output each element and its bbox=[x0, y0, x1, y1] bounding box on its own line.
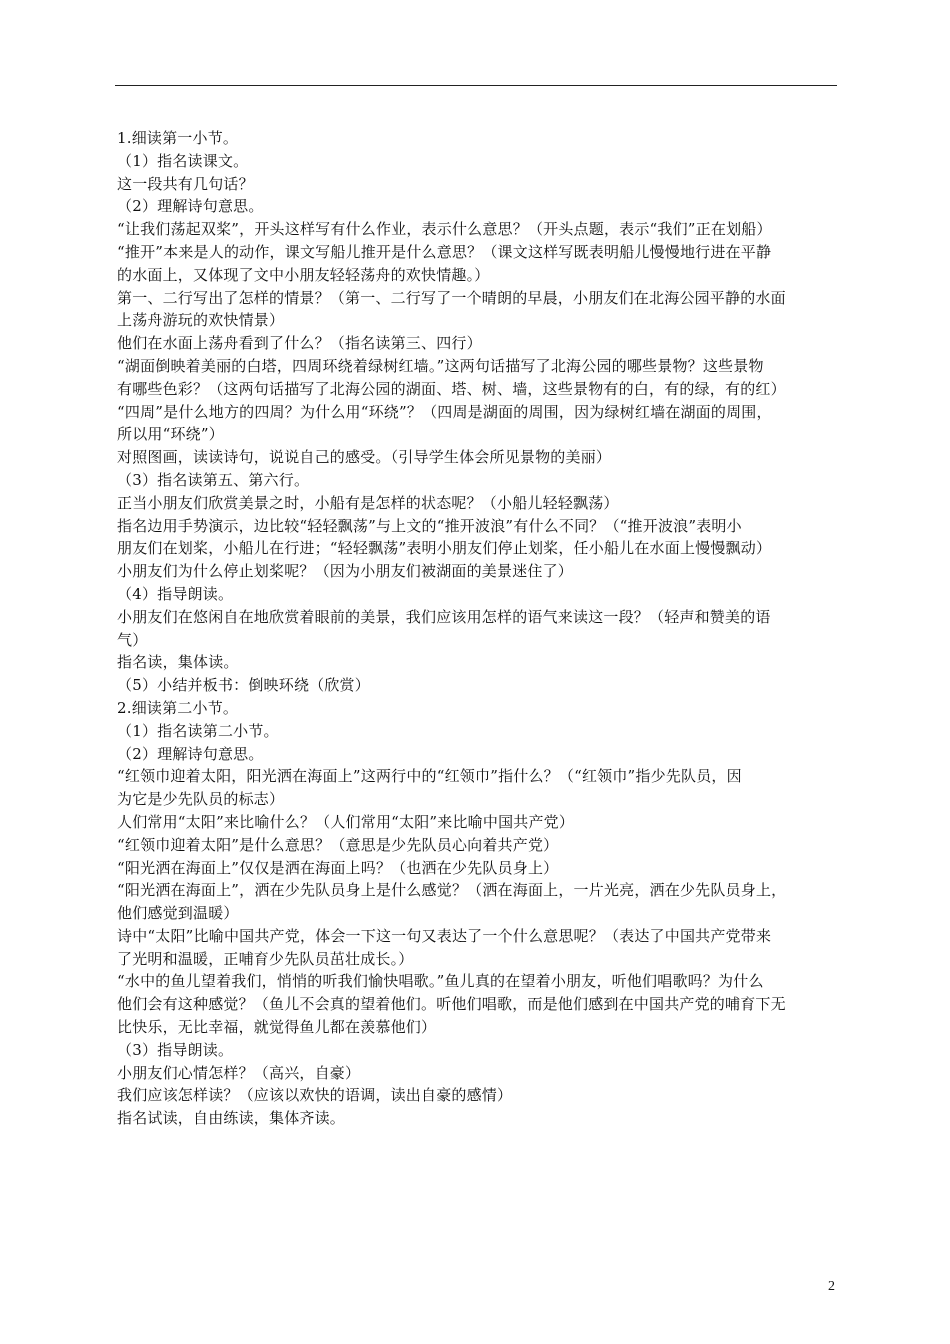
text-line: 指名边用手势演示，边比较“轻轻飘荡”与上文的“推开波浪”有什么不同？（“推开波浪”表明小 bbox=[117, 516, 742, 535]
text-line: 比快乐，无比幸福，就觉得鱼儿都在羡慕他们） bbox=[117, 1018, 437, 1037]
text-line: 气） bbox=[117, 630, 148, 649]
text-line: 第一、二行写出了怎样的情景？（第一、二行写了一个晴朗的早晨，小朋友们在北海公园平静的水面 bbox=[117, 288, 786, 307]
page-number: 2 bbox=[828, 1279, 835, 1294]
text-line: 正当小朋友们欣赏美景之时，小船有是怎样的状态呢？（小船儿轻轻飘荡） bbox=[117, 493, 619, 512]
text-line: 为它是少先队员的标志） bbox=[117, 790, 285, 809]
text-line: 诗中“太阳”比喻中国共产党，体会一下这一句又表达了一个什么意思呢？（表达了中国共产党带来 bbox=[117, 926, 772, 945]
text-line: 对照图画，读读诗句，说说自己的感受。（引导学生体会所见景物的美丽） bbox=[117, 448, 612, 467]
text-line: 1.细读第一小节。 bbox=[117, 129, 239, 147]
text-line: 这一段共有几句话？ bbox=[117, 174, 254, 193]
text-line: （3）指名读第五、第六行。 bbox=[117, 470, 310, 489]
text-line: 指名读，集体读。 bbox=[117, 653, 239, 672]
text-line: “阳光洒在海面上”，洒在少先队员身上是什么感觉？（洒在海面上，一片光亮，洒在少先队员身上， bbox=[117, 881, 787, 900]
text-line: “四周”是什么地方的四周？为什么用“环绕”？（四周是湖面的周围，因为绿树红墙在湖面的周围， bbox=[117, 402, 772, 421]
text-line: 指名试读，自由练读，集体齐读。 bbox=[117, 1109, 346, 1128]
body-text bbox=[117, 127, 837, 1130]
header-rule bbox=[115, 85, 837, 86]
text-line: （4）指导朗读。 bbox=[117, 584, 234, 603]
text-line: “水中的鱼儿望着我们，悄悄的听我们愉快唱歌。”鱼儿真的在望着小朋友，听他们唱歌吗？为什么 bbox=[117, 972, 764, 991]
text-line: 的水面上，又体现了文中小朋友轻轻荡舟的欢快情趣。） bbox=[117, 265, 490, 284]
text-line: “红领巾迎着太阳”是什么意思？（意思是少先队员心向着共产党） bbox=[117, 835, 559, 854]
text-line: 他们会有这种感觉？（鱼儿不会真的望着他们。听他们唱歌，而是他们感到在中国共产党的哺育下无 bbox=[117, 995, 786, 1014]
text-line: 2.细读第二小节。 bbox=[117, 698, 239, 717]
text-line: （3）指导朗读。 bbox=[117, 1040, 234, 1059]
text-line: 有哪些色彩？（这两句话描写了北海公园的湖面、塔、树、墙，这些景物有的白，有的绿，有的红） bbox=[117, 379, 786, 398]
text-line: 人们常用“太阳”来比喻什么？（人们常用“太阳”来比喻中国共产党） bbox=[117, 812, 575, 831]
text-line: “湖面倒映着美丽的白塔，四周环绕着绿树红墙。”这两句话描写了北海公园的哪些景物？这些景物 bbox=[117, 356, 764, 375]
text-line: 小朋友们心情怎样？（高兴，自豪） bbox=[117, 1063, 361, 1082]
text-line: 所以用“环绕”） bbox=[117, 425, 224, 444]
text-line: （1）指名读课文。 bbox=[117, 151, 249, 170]
text-line: 小朋友们为什么停止划桨呢？（因为小朋友们被湖面的美景迷住了） bbox=[117, 562, 574, 581]
text-line: 我们应该怎样读？（应该以欢快的语调，读出自豪的感情） bbox=[117, 1086, 513, 1105]
text-line: （2）理解诗句意思。 bbox=[117, 744, 264, 763]
text-line: 了光明和温暖，正哺育少先队员茁壮成长。） bbox=[117, 949, 414, 968]
text-line: “推开”本来是人的动作，课文写船儿推开是什么意思？（课文这样写既表明船儿慢慢地行进在平静 bbox=[117, 242, 772, 261]
text-line: 上荡舟游玩的欢快情景） bbox=[117, 311, 285, 330]
text-line: 小朋友们在悠闲自在地欣赏着眼前的美景，我们应该用怎样的语气来读这一段？（轻声和赞美的语 bbox=[117, 607, 771, 626]
text-line: 他们感觉到温暖） bbox=[117, 904, 239, 923]
text-line: “阳光洒在海面上”仅仅是洒在海面上吗？（也洒在少先队员身上） bbox=[117, 858, 559, 877]
text-line: “红领巾迎着太阳，阳光洒在海面上”这两行中的“红领巾”指什么？（“红领巾”指少先队员，因 bbox=[117, 767, 742, 786]
text-line: “让我们荡起双桨”，开头这样写有什么作业，表示什么意思？（开头点题，表示“我们”正在划船） bbox=[117, 220, 772, 239]
text-line: 朋友们在划桨，小船儿在行进；“轻轻飘荡”表明小朋友们停止划桨，任小船儿在水面上慢慢飘动） bbox=[117, 539, 772, 558]
text-line: 他们在水面上荡舟看到了什么？（指名读第三、四行） bbox=[117, 334, 482, 353]
text-line: （1）指名读第二小节。 bbox=[117, 721, 279, 740]
text-line: （5）小结并板书：倒映环绕（欣赏） bbox=[117, 676, 370, 695]
text-line: （2）理解诗句意思。 bbox=[117, 197, 264, 216]
